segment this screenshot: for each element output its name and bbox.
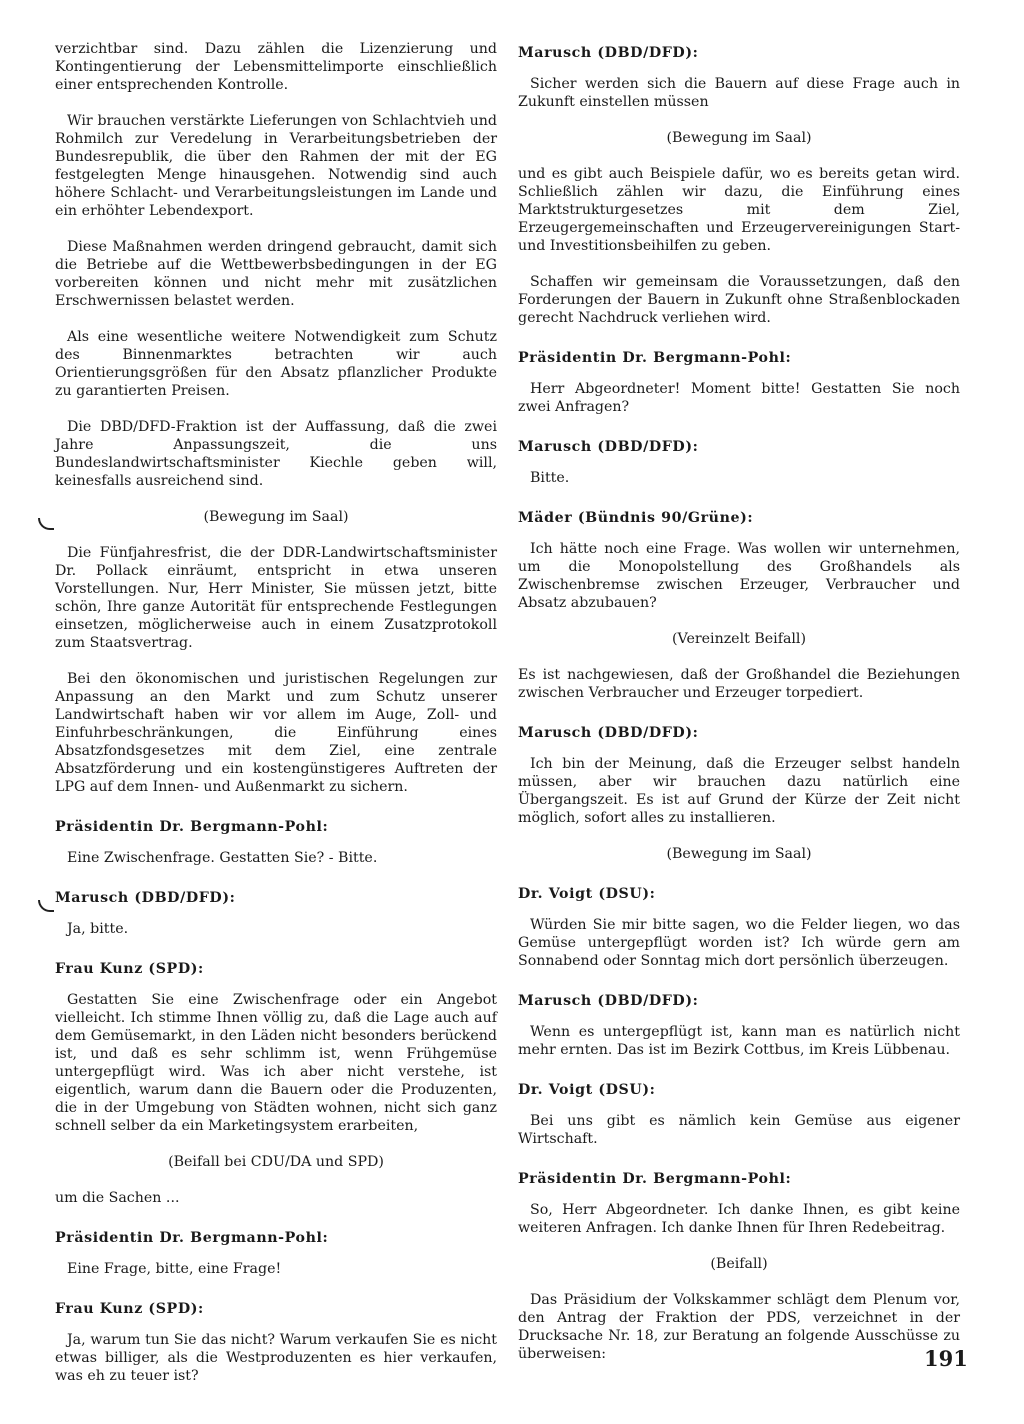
text-line: Dr. Voigt (DSU):	[518, 886, 656, 902]
speaker-heading	[518, 438, 960, 456]
paragraph	[518, 273, 960, 327]
paragraph-continuation	[518, 666, 960, 702]
stage-direction	[55, 1153, 497, 1171]
speaker-heading	[55, 1300, 497, 1318]
stage-direction	[518, 1255, 960, 1273]
text-line: (Beifall)	[710, 1256, 768, 1272]
paragraph-continuation	[518, 165, 960, 255]
speech-paragraph	[518, 75, 960, 111]
text-line: Ja, warum tun Sie das nicht? Warum verkaufen Sie es nicht etwas billiger, als die Westproduzenten es hier verkaufen, was eh zu teuer ist?	[55, 1332, 497, 1384]
text-line: (Vereinzelt Beifall)	[671, 631, 807, 647]
text-line: Würden Sie mir bitte sagen, wo die Felder liegen, wo das Gemüse untergepflügt worden ist? Ich würde gern am Sonnabend oder Sonntag mich dort persönlich überzeugen.	[518, 917, 960, 969]
right-column	[518, 40, 960, 1381]
text-line: Schaffen wir gemeinsam die Voraussetzungen, daß den Forderungen der Bauern in Zukunft ohne Straßenblockaden gerecht Nachdruck verliehen wird.	[518, 274, 960, 326]
text-line: So, Herr Abgeordneter. Ich danke Ihnen, es gibt keine weiteren Anfragen. Ich danke Ihnen für Ihren Redebeitrag.	[518, 1202, 960, 1236]
speech-paragraph	[55, 920, 497, 938]
paragraph	[55, 328, 497, 400]
text-line: Diese Maßnahmen werden dringend gebraucht, damit sich die Betriebe auf die Wettbewerbsbedingungen in der EG vorbereiten können und nicht mehr mit zusätzlichen Erschwernissen belastet werden.	[55, 239, 497, 309]
speaker-heading	[55, 889, 497, 907]
paragraph	[55, 544, 497, 652]
speech-paragraph	[518, 755, 960, 827]
paragraph	[55, 418, 497, 490]
text-line: Mäder (Bündnis 90/Grüne):	[518, 510, 754, 526]
text-line: Eine Frage, bitte, eine Frage!	[67, 1261, 282, 1277]
speech-paragraph	[518, 1201, 960, 1237]
text-line: (Bewegung im Saal)	[666, 846, 812, 862]
stage-direction	[518, 845, 960, 863]
stage-direction	[55, 508, 497, 526]
speaker-heading	[518, 509, 960, 527]
speaker-heading	[55, 818, 497, 836]
text-line: Marusch (DBD/DFD):	[518, 45, 699, 61]
speaker-heading	[518, 885, 960, 903]
speaker-heading	[518, 349, 960, 367]
speaker-heading	[518, 724, 960, 742]
text-line: Wir brauchen verstärkte Lieferungen von Schlachtvieh und Rohmilch zur Veredelung in Verarbeitungsbetrieben der Bundesrepublik, die über den Rahmen der mit der EG festgelegten Menge hinausgehen. Notwendig sind auch höhere Schlacht- und Verarbeitungsleistungen im Lande und ein erhöhter Lebendexport.	[55, 113, 497, 219]
text-line: Marusch (DBD/DFD):	[55, 890, 236, 906]
speaker-heading	[55, 1229, 497, 1247]
text-line: Bei den ökonomischen und juristischen Regelungen zur Anpassung an den Markt und zum Schutz unserer Landwirtschaft haben wir vor allem im Auge, Zoll- und Einfuhrbeschränkungen, die Einführung eines Absatzfondsgesetzes mit dem Ziel, eine zentrale Absatzförderung und ein kostengünstigeres Auftreten der LPG auf dem Innen- und Außenmarkt zu sichern.	[55, 671, 497, 795]
speech-paragraph	[55, 1331, 497, 1385]
paragraph-continuation	[55, 1189, 497, 1207]
text-line: Gestatten Sie eine Zwischenfrage oder ein Angebot vielleicht. Ich stimme Ihnen völlig zu, daß die Lage auch auf dem Gemüsemarkt, in den Läden nicht besonders berückend ist, und daß es sehr schlimm ist, wenn Frühgemüse untergepflügt wird. Was ich aber nicht verstehe, ist eigentlich, warum dann die Bauern oder die Produzenten, die in der Umgebung von Städten wohnen, nicht sich ganz schnell selber da ein Marketingsystem erarbeiten,	[55, 992, 497, 1134]
text-line: Ja, bitte.	[67, 921, 129, 937]
speaker-heading	[518, 1081, 960, 1099]
text-line: (Bewegung im Saal)	[666, 130, 812, 146]
speech-paragraph	[518, 469, 960, 487]
margin-mark	[38, 900, 54, 912]
text-line: Marusch (DBD/DFD):	[518, 993, 699, 1009]
speech-paragraph	[518, 1112, 960, 1148]
text-line: Präsidentin Dr. Bergmann-Pohl:	[55, 819, 329, 835]
paragraph	[55, 238, 497, 310]
text-line: Präsidentin Dr. Bergmann-Pohl:	[518, 1171, 792, 1187]
text-line: Ich hätte noch eine Frage. Was wollen wir unternehmen, um die Monopolstellung des Großhandels als Zwischenbremse zwischen Erzeuger, Verbraucher und Absatz abzubauen?	[518, 541, 960, 611]
paragraph	[55, 112, 497, 220]
paragraph	[55, 670, 497, 796]
stage-direction	[518, 129, 960, 147]
text-line: Bei uns gibt es nämlich kein Gemüse aus eigener Wirtschaft.	[518, 1113, 960, 1147]
text-line: Bitte.	[530, 470, 570, 486]
margin-mark	[38, 518, 54, 530]
speaker-heading	[518, 44, 960, 62]
text-line: Das Präsidium der Volkskammer schlägt dem Plenum vor, den Antrag der Fraktion der PDS, verzeichnet in der Drucksache Nr. 18, zur Beratung an folgende Ausschüsse zu überweisen:	[518, 1292, 960, 1362]
text-line: Ich bin der Meinung, daß die Erzeuger selbst handeln müssen, aber wir brauchen dazu natürlich eine Übergangszeit. Es ist auf Grund der Kürze der Zeit nicht möglich, sofort alles zu installieren.	[518, 756, 960, 826]
text-line: Die Fünfjahresfrist, die der DDR-Landwirtschaftsminister Dr. Pollack einräumt, entspricht in etwa unseren Vorstellungen. Nur, Herr Minister, Sie müssen jetzt, bitte schön, Ihre ganze Autorität für entsprechende Festlegungen einsetzen, möglicherweise auch in einem Zusatzprotokoll zum Staatsvertrag.	[55, 545, 497, 651]
speech-paragraph	[518, 1023, 960, 1059]
speech-paragraph	[518, 380, 960, 416]
text-line: verzichtbar sind. Dazu zählen die Lizenzierung und Kontingentierung der Lebensmittelimporte einschließlich einer entsprechenden Kontrolle.	[55, 41, 497, 93]
text-line: Sicher werden sich die Bauern auf diese Frage auch in Zukunft einstellen müssen	[518, 76, 960, 110]
text-line: Frau Kunz (SPD):	[55, 961, 204, 977]
speech-paragraph	[518, 916, 960, 970]
text-line: Die DBD/DFD-Fraktion ist der Auffassung, daß die zwei Jahre Anpassungszeit, die uns Bundeslandwirtschaftsminister Kiechle geben will, keinesfalls ausreichend sind.	[55, 419, 497, 489]
text-line: Herr Abgeordneter! Moment bitte! Gestatten Sie noch zwei Anfragen?	[518, 381, 960, 415]
speech-paragraph	[55, 1260, 497, 1278]
text-line: Marusch (DBD/DFD):	[518, 439, 699, 455]
speaker-heading	[518, 992, 960, 1010]
text-line: Präsidentin Dr. Bergmann-Pohl:	[518, 350, 792, 366]
text-line: und es gibt auch Beispiele dafür, wo es bereits getan wird. Schließlich zählen wir dazu, die Einführung eines Marktstrukturgesetzes mit dem Ziel, Erzeugergemeinschaften und Erzeugervereinigungen Start- und Investitionsbeihilfen zu geben.	[518, 166, 960, 254]
page-number: 191	[924, 1346, 968, 1371]
text-line: Als eine wesentliche weitere Notwendigkeit zum Schutz des Binnenmarktes betrachten wir auch Orientierungsgrößen für den Absatz pflanzlicher Produkte zu garantierten Preisen.	[55, 329, 497, 399]
left-column	[55, 40, 497, 1403]
speech-paragraph	[518, 540, 960, 612]
speech-paragraph	[55, 991, 497, 1135]
text-line: Eine Zwischenfrage. Gestatten Sie? - Bitte.	[67, 850, 378, 866]
text-line: Präsidentin Dr. Bergmann-Pohl:	[55, 1230, 329, 1246]
paragraph-continuation	[55, 40, 497, 94]
text-line: Marusch (DBD/DFD):	[518, 725, 699, 741]
speaker-heading	[55, 960, 497, 978]
text-line: Dr. Voigt (DSU):	[518, 1082, 656, 1098]
text-line: um die Sachen ...	[55, 1190, 180, 1206]
speech-paragraph	[55, 849, 497, 867]
stage-direction	[518, 630, 960, 648]
text-line: (Beifall bei CDU/DA und SPD)	[168, 1154, 384, 1170]
text-line: Frau Kunz (SPD):	[55, 1301, 204, 1317]
speech-paragraph	[518, 1291, 960, 1363]
text-line: Es ist nachgewiesen, daß der Großhandel die Beziehungen zwischen Verbraucher und Erzeuger torpediert.	[518, 667, 960, 701]
speaker-heading	[518, 1170, 960, 1188]
text-line: Wenn es untergepflügt ist, kann man es natürlich nicht mehr ernten. Das ist im Bezirk Cottbus, im Kreis Lübbenau.	[518, 1024, 960, 1058]
text-line: (Bewegung im Saal)	[203, 509, 349, 525]
